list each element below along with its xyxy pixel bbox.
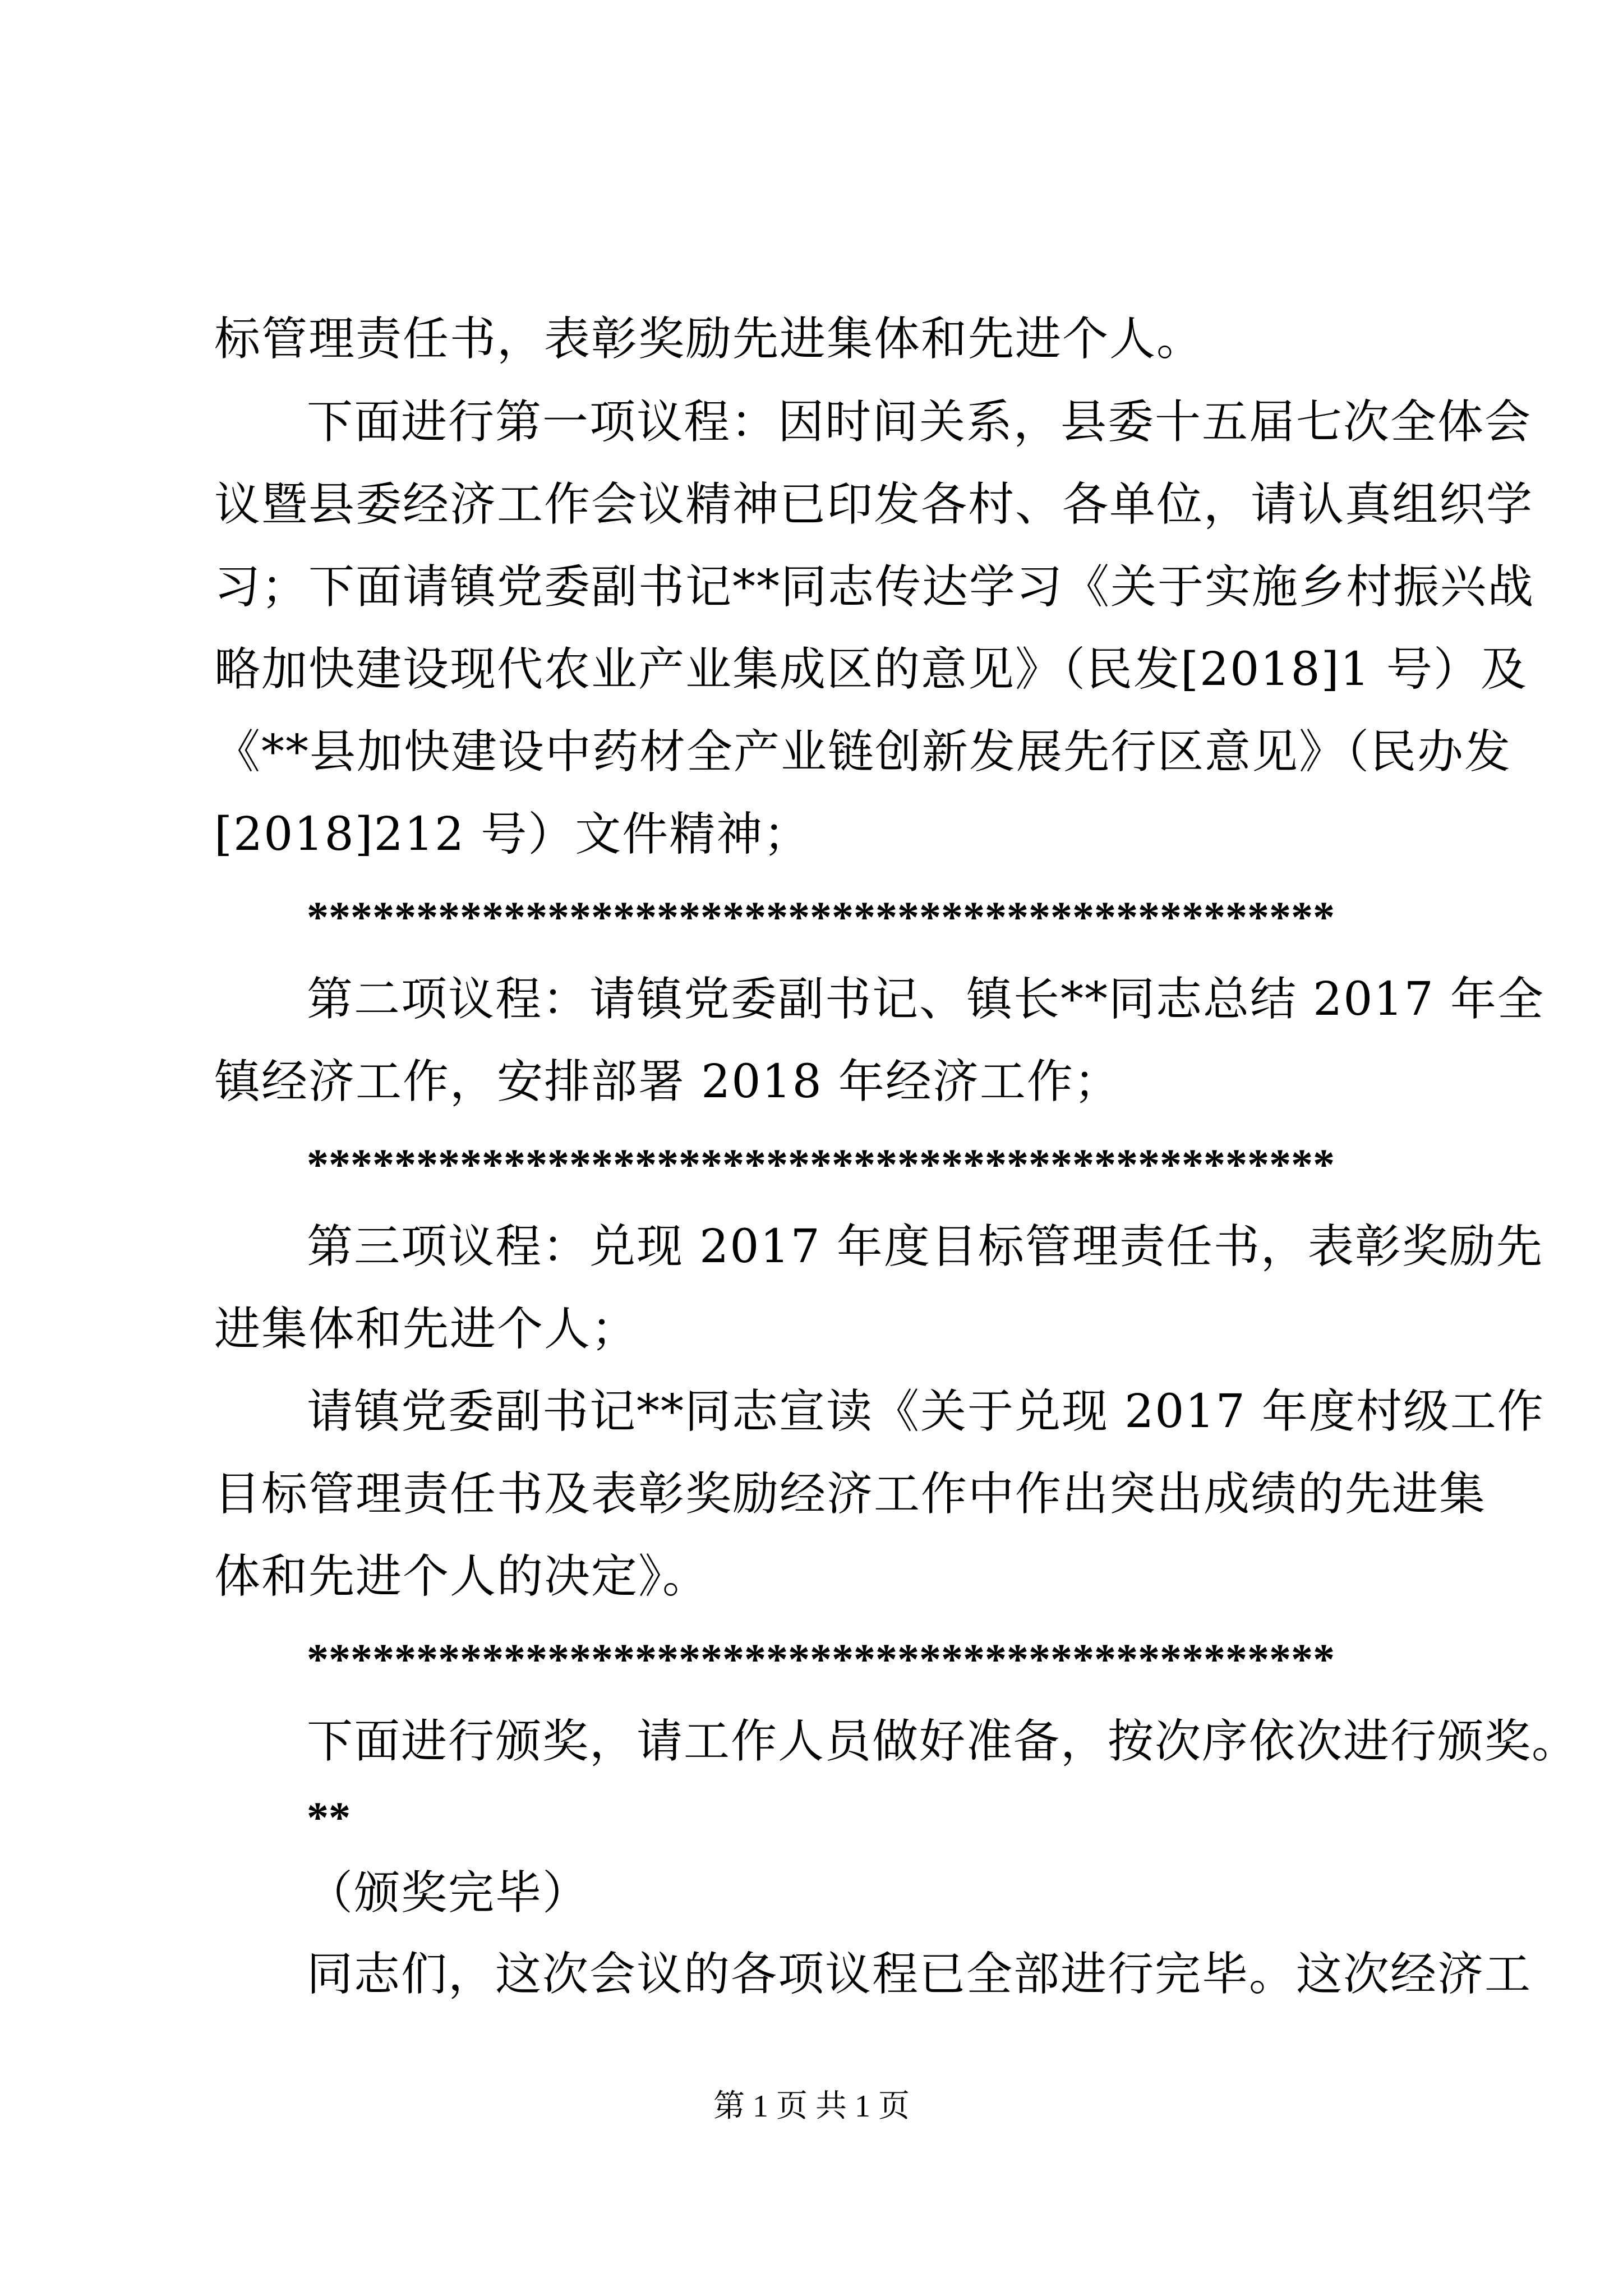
separator-stars: *********************************************** bbox=[307, 1140, 1335, 1189]
paragraph-line: [2018]212 号）文件精神； bbox=[214, 808, 811, 861]
paragraph-line: 下面进行第一项议程：因时间关系，县委十五届七次全体会 bbox=[307, 395, 1532, 449]
paragraph-line: 略加快建设现代农业产业集成区的意见》（民发[2018]1 号）及 bbox=[214, 643, 1528, 696]
paragraph-line: 同志们，这次会议的各项议程已全部进行完毕。这次经济工 bbox=[307, 1948, 1532, 2001]
separator-stars: *********************************************** bbox=[307, 892, 1335, 941]
paragraph-line: 目标管理责任书及表彰奖励经济工作中作出突出成绩的先进集 bbox=[214, 1467, 1487, 1521]
paragraph-line: 进集体和先进个人； bbox=[214, 1303, 639, 1356]
paragraph-line: （颁奖完毕） bbox=[307, 1866, 590, 1920]
paragraph-line: 镇经济工作，安排部署 2018 年经济工作； bbox=[214, 1055, 1121, 1108]
paragraph-line: 习；下面请镇党委副书记**同志传达学习《关于实施乡村振兴战 bbox=[214, 560, 1535, 614]
separator-stars: ** bbox=[307, 1793, 351, 1842]
paragraph-line: 议暨县委经济工作会议精神已印发各村、各单位，请认真组织学 bbox=[214, 478, 1534, 531]
paragraph-line: 第三项议程：兑现 2017 年度目标管理责任书，表彰奖励先 bbox=[307, 1220, 1543, 1273]
paragraph-line: 《**县加快建设中药材全产业链创新发展先行区意见》（民办发 bbox=[214, 725, 1512, 779]
paragraph-line: 请镇党委副书记**同志宣读《关于兑现 2017 年度村级工作 bbox=[307, 1385, 1544, 1438]
paragraph-line: 标管理责任书，表彰奖励先进集体和先进个人。 bbox=[214, 312, 1204, 366]
paragraph-line: 下面进行颁奖，请工作人员做好准备，按次序依次进行颁奖。 bbox=[307, 1715, 1579, 1768]
separator-stars: *********************************************** bbox=[307, 1635, 1335, 1683]
paragraph-line: 体和先进个人的决定》。 bbox=[214, 1550, 710, 1603]
paragraph-line: 第二项议程：请镇党委副书记、镇长**同志总结 2017 年全 bbox=[307, 973, 1544, 1026]
page-footer: 第 1 页 共 1 页 bbox=[713, 2089, 910, 2124]
